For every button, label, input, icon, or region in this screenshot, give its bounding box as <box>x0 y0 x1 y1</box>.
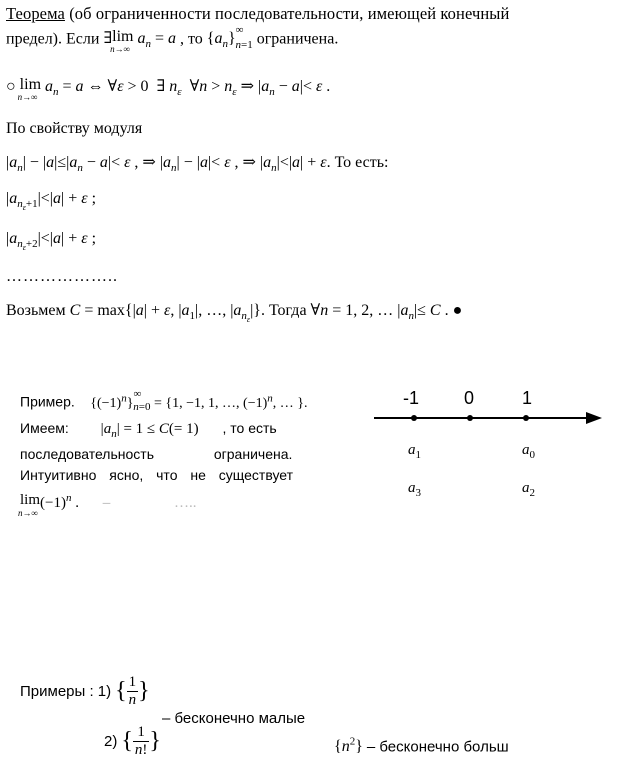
example-line-1: Пример. $\{(-1)^n\}^\infty_{n=0} = \{1$, −1, 1, …, $(-1)^n$, … }. <box>20 388 308 414</box>
bound-term-2: $|a_{n_\varepsilon+2}|<|a| + \varepsilon$ ; <box>6 230 97 253</box>
tick-point-one <box>523 415 529 421</box>
take-c-then: . Тогда <box>260 302 307 319</box>
examples-infinite: – бесконечно больш <box>366 738 509 756</box>
module-inequality: $|a_n| - |a|\le|a_n - a|< \varepsilon$ , ⇒ $|a_n| - |a|< \varepsilon$ , ⇒ $|a_n|<|a| + \varepsilon$. То есть: <box>6 154 389 175</box>
example-line-3: последовательность ограничена. <box>20 446 293 462</box>
term-a0: $a_0$ <box>522 442 535 461</box>
proof-bullet: ○ <box>6 78 16 95</box>
theorem-text-1: (об ограниченности последовательности, имеющей конечный <box>69 4 510 23</box>
theorem-sequence: $\{a_n\}^\infty_{n=1}$ <box>206 24 253 51</box>
limit-definition: ○ lim n→∞ $a_n = a$ ⇔ ∀ε > 0 ∃ $n_\varepsilon$ ∀n > $n_\varepsilon$ ⇒ $|a_n - a|< \varepsilon$ . <box>6 76 331 102</box>
example-label: Пример. <box>20 393 75 410</box>
dotted-line: ……………….. <box>6 268 118 285</box>
faint-dots: ….. <box>173 495 197 511</box>
tick-label-one: 1 <box>522 388 533 408</box>
examples-line-1: Примеры : 1) { $\frac{1}{n}$ } <box>20 674 150 708</box>
examples-infinitesimal: – бесконечно малые <box>162 710 306 727</box>
theorem-line-1 <box>6 4 509 24</box>
example-text-2a: Имеем: <box>20 420 69 436</box>
examples-label-2: 2) <box>104 733 118 750</box>
example-line-2: Имеем: $|a_n| = 1 \le C(= 1)$ , то есть <box>20 420 277 440</box>
module-heading: По свойству модуля <box>6 120 143 137</box>
take-c-line: Возьмем C = max{|a| + ε, $|a_1|$, …, $|a_{n_\varepsilon}|$}. Тогда ∀n = 1, 2, … $|a_n|\le C$ . ● <box>6 302 463 325</box>
bound-term-1: $|a_{n_\varepsilon+1}|<|a| + \varepsilon$ ; <box>6 190 97 213</box>
tick-point-zero <box>467 415 473 421</box>
theorem-condition: ∃lim n→∞ $a_n = a$ <box>103 28 176 54</box>
example-text-2b: , то есть <box>222 420 277 436</box>
term-a1: $a_1$ <box>408 442 421 461</box>
end-of-proof-mark: ● <box>452 302 463 319</box>
theorem-title: Теорема <box>6 4 65 23</box>
tick-point-minus-one <box>411 415 417 421</box>
theorem-line-2 <box>6 24 339 54</box>
examples-label: Примеры : 1) <box>20 683 112 700</box>
example-line-4: Интуитивно ясно, что не существует <box>20 467 294 483</box>
tick-label-zero: 0 <box>464 388 475 408</box>
theorem-text-2a: предел). Если <box>6 30 100 48</box>
examples-line-2: 2) { $\frac{1}{n!}$ } <box>104 724 161 758</box>
term-a2: $a_2$ <box>522 480 535 499</box>
examples-line-3: $\{n^2\}$ – бесконечно больш <box>334 736 509 756</box>
faint-dash: – <box>102 495 111 511</box>
take-c-word: Возьмем <box>6 302 66 319</box>
term-a3: $a_3$ <box>408 480 421 499</box>
example-line-5: lim n→∞ $(-1)^n$ . – ….. <box>18 492 197 518</box>
theorem-text-2b: , то <box>180 30 203 48</box>
tick-label-minus-one: -1 <box>403 388 420 408</box>
to-est-text: . То есть: <box>326 154 389 171</box>
theorem-text-2c: ограничена. <box>256 30 339 48</box>
